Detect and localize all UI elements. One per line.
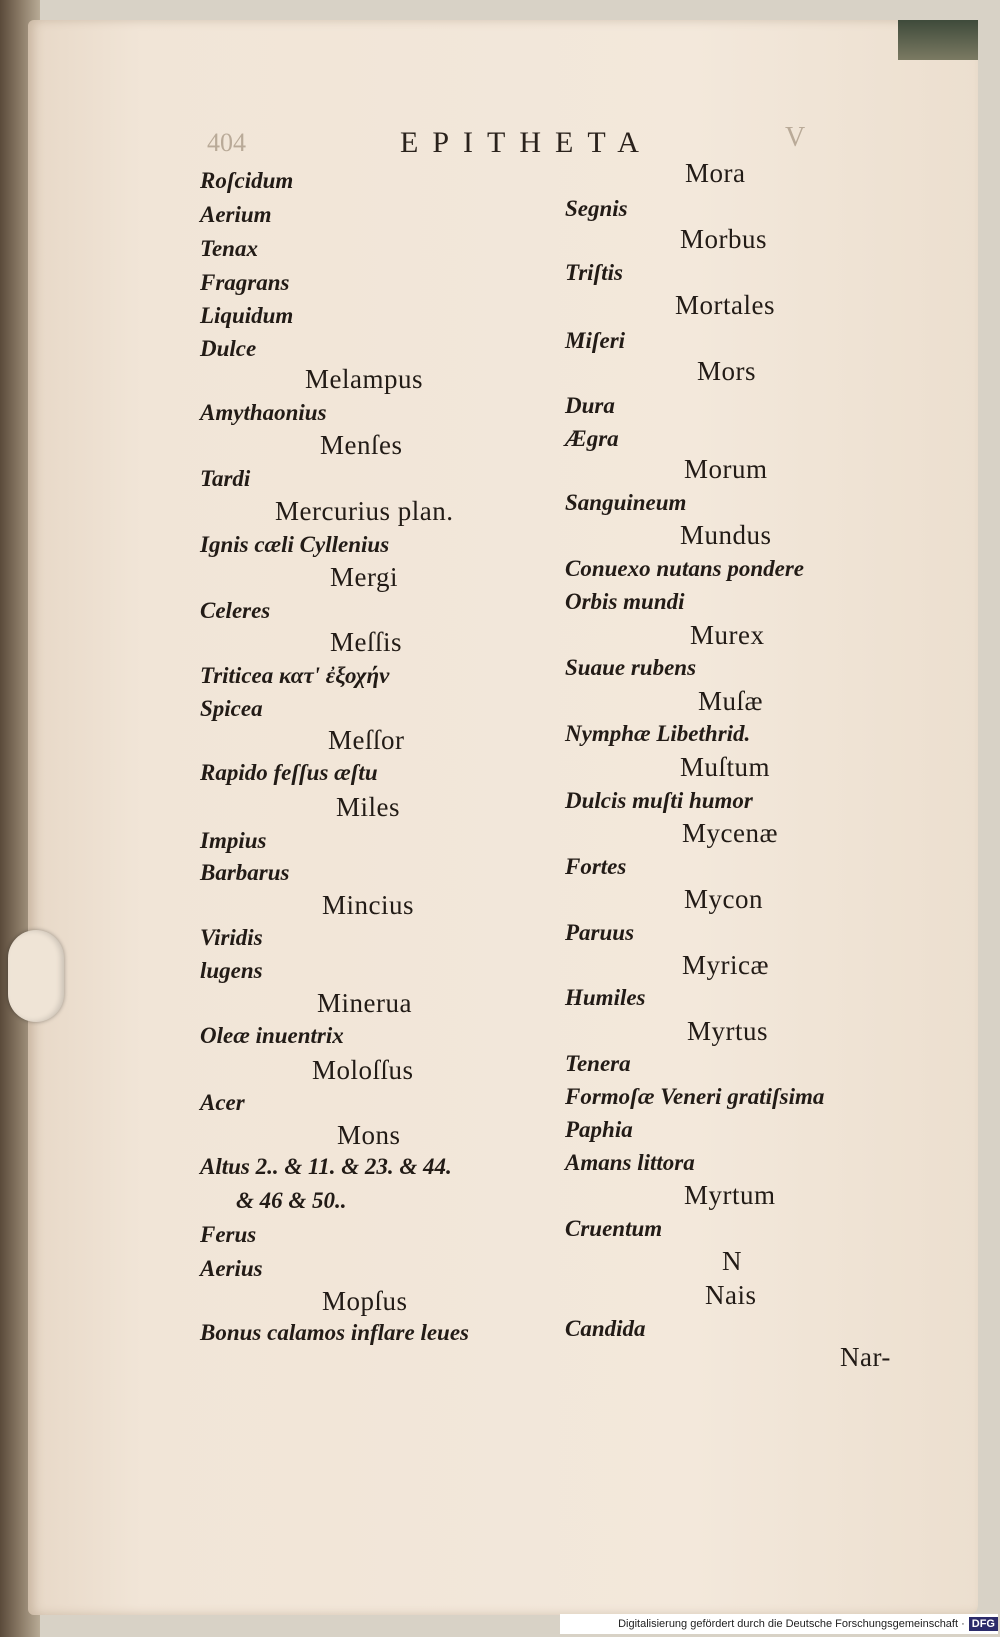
entry-epithet [565, 260, 623, 286]
entry-text: Tenax [200, 236, 258, 261]
entry-epithet [200, 532, 389, 558]
entry-headword [322, 890, 414, 921]
entry-headword [330, 562, 398, 593]
entry-headword [685, 158, 745, 189]
entry-text: Humiles [565, 985, 646, 1010]
footer-credit [560, 1614, 998, 1634]
entry-epithet [565, 196, 628, 222]
entry-text: Mycenæ [682, 818, 778, 848]
entry-headword [275, 496, 453, 527]
entry-text: Aerius [200, 1256, 263, 1281]
entry-headword [705, 1280, 757, 1311]
entry-headword [317, 988, 412, 1019]
entry-text: lugens [200, 958, 263, 983]
entry-text: Mons [337, 1120, 401, 1150]
entry-epithet [200, 202, 272, 228]
entry-text: Nymphæ Libethrid. [565, 721, 751, 746]
entry-epithet [565, 426, 619, 452]
book-page [28, 20, 978, 1615]
entry-epithet [200, 860, 289, 886]
entry-headword [684, 454, 768, 485]
page-edge-corner [898, 20, 978, 60]
entry-epithet [200, 236, 258, 262]
entry-epithet [565, 655, 696, 681]
entry-epithet [200, 400, 327, 426]
entry-text: Nais [705, 1280, 757, 1310]
entry-headword [322, 1286, 408, 1317]
entry-text: Orbis mundi [565, 589, 685, 614]
entry-text: Mortales [675, 290, 775, 320]
entry-text: Amans littora [565, 1150, 695, 1175]
entry-epithet [565, 1216, 662, 1242]
entry-headword [336, 792, 400, 823]
entry-text: Rapido feſſus æſtu [200, 760, 378, 785]
entry-epithet [200, 1090, 245, 1116]
entry-headword [305, 364, 423, 395]
entry-text: Mundus [680, 520, 772, 550]
entry-epithet [200, 828, 266, 854]
entry-epithet [565, 556, 804, 582]
entry-text: Meſſis [330, 627, 403, 657]
entry-text: Myrtus [687, 1016, 769, 1046]
entry-text: Altus 2.. & 11. & 23. & 44. [200, 1154, 452, 1179]
entry-text: Oleæ inuentrix [200, 1023, 344, 1048]
entry-epithet [565, 490, 686, 516]
entry-text: Miles [336, 792, 401, 822]
entry-epithet [565, 854, 626, 880]
entry-epithet [200, 303, 293, 329]
entry-text: Candida [565, 1316, 646, 1341]
entry-text: Spicea [200, 696, 263, 721]
entry-text: Dulce [200, 336, 257, 361]
entry-headword [337, 1120, 401, 1151]
entry-epithet [200, 760, 378, 786]
entry-text: Amythaonius [200, 400, 327, 425]
dfg-logo: DFG [969, 1617, 998, 1631]
entry-epithet [200, 1256, 263, 1282]
entry-text: Triticea κατ' ἐξοχήν [200, 663, 390, 688]
entry-text: Fragrans [200, 270, 290, 295]
entry-epithet [565, 589, 685, 615]
entry-text: Myrtum [684, 1180, 776, 1210]
entry-headword [312, 1055, 414, 1086]
entry-text: Mincius [322, 890, 415, 920]
entry-epithet [200, 336, 256, 362]
entry-headword [680, 752, 770, 783]
entry-text: Viridis [200, 925, 263, 950]
thumb-index-tab [8, 930, 64, 1022]
entry-text: Dulcis muſti humor [565, 788, 753, 813]
entry-headword [697, 356, 756, 387]
entry-text: Mopſus [322, 1286, 408, 1316]
entry-text: Liquidum [200, 303, 294, 328]
entry-text: Muſtum [680, 752, 771, 782]
entry-headword [680, 520, 772, 551]
entry-text: Cruentum [565, 1216, 663, 1241]
entry-text: Mergi [330, 562, 398, 592]
entry-text: Celeres [200, 598, 271, 623]
entry-epithet [565, 393, 615, 419]
entry-text: Murex [690, 620, 765, 650]
entry-text: Morum [684, 454, 768, 484]
entry-text: Barbarus [200, 860, 290, 885]
entry-epithet [565, 788, 753, 814]
entry-epithet [565, 328, 625, 354]
entry-headword [722, 1246, 742, 1277]
entry-epithet [565, 920, 634, 946]
entry-text: Roſcidum [200, 168, 294, 193]
entry-text: Mors [697, 356, 757, 386]
entry-text: Formoſæ Veneri gratiſsima [565, 1084, 825, 1109]
entry-epithet [236, 1188, 347, 1214]
entry-headword [682, 950, 769, 981]
entry-epithet [565, 1150, 695, 1176]
entry-text: Myricæ [682, 950, 769, 980]
entry-text: Minerua [317, 988, 412, 1018]
entry-text: & 46 & 50.. [236, 1188, 347, 1213]
entry-headword [840, 1342, 891, 1373]
entry-text: Meſſor [328, 725, 405, 755]
footer-text: Digitalisierung gefördert durch die Deutsche Forschungsgemeinschaft · [618, 1618, 965, 1630]
entry-epithet [565, 1316, 646, 1342]
entry-text: Mora [685, 158, 746, 188]
entry-text: Paphia [565, 1117, 633, 1142]
entry-epithet [200, 270, 289, 296]
entry-epithet [200, 1222, 256, 1248]
entry-epithet [565, 1051, 631, 1077]
entry-text: N [722, 1246, 742, 1276]
running-head-fragment: V [785, 122, 806, 153]
entry-epithet [565, 1084, 824, 1110]
entry-text: Tenera [565, 1051, 631, 1076]
entry-headword [684, 884, 763, 915]
entry-epithet [200, 958, 263, 984]
entry-epithet [200, 696, 263, 722]
entry-headword [690, 620, 764, 651]
entry-text: Dura [565, 393, 615, 418]
entry-text: Mycon [684, 884, 763, 914]
entry-text: Moloſſus [312, 1055, 414, 1085]
entry-headword [684, 1180, 776, 1211]
entry-text: Tardi [200, 466, 251, 491]
entry-headword [682, 818, 778, 849]
entry-epithet [200, 466, 250, 492]
entry-text: Ægra [565, 426, 619, 451]
entry-text: Bonus calamos inflare leues [200, 1320, 470, 1345]
entry-headword [680, 224, 767, 255]
entry-text: Muſæ [698, 686, 764, 716]
entry-text: Ignis cæli Cyllenius [200, 532, 390, 557]
entry-epithet [200, 663, 389, 689]
page-number: 404 [207, 128, 246, 157]
entry-text: Segnis [565, 196, 628, 221]
entry-headword [675, 290, 775, 321]
entry-text: Acer [200, 1090, 245, 1115]
entry-epithet [200, 598, 270, 624]
entry-epithet [200, 1154, 452, 1180]
entry-headword [330, 627, 402, 658]
entry-epithet [200, 168, 293, 194]
entry-headword [698, 686, 763, 717]
entry-text: Mercurius plan. [275, 496, 454, 526]
entry-epithet [200, 1320, 469, 1346]
entry-epithet [565, 1117, 633, 1143]
entry-text: Suaue rubens [565, 655, 697, 680]
entry-text: Aerium [200, 202, 272, 227]
entry-text: Miſeri [565, 328, 626, 353]
entry-headword [320, 430, 402, 461]
running-head: EPITHETA [400, 126, 653, 159]
entry-text: Ferus [200, 1222, 257, 1247]
entry-epithet [200, 1023, 344, 1049]
entry-text: Melampus [305, 364, 423, 394]
entry-text: Sanguineum [565, 490, 687, 515]
entry-text: Fortes [565, 854, 627, 879]
entry-epithet [200, 925, 263, 951]
entry-headword [687, 1016, 768, 1047]
entry-text: Conuexo nutans pondere [565, 556, 805, 581]
entry-epithet [565, 721, 750, 747]
entry-text: Impius [200, 828, 267, 853]
entry-text: Nar- [840, 1342, 891, 1372]
entry-text: Morbus [680, 224, 768, 254]
entry-text: Paruus [565, 920, 635, 945]
entry-epithet [565, 985, 646, 1011]
entry-text: Triſtis [565, 260, 623, 285]
entry-headword [328, 725, 405, 756]
entry-text: Menſes [320, 430, 403, 460]
